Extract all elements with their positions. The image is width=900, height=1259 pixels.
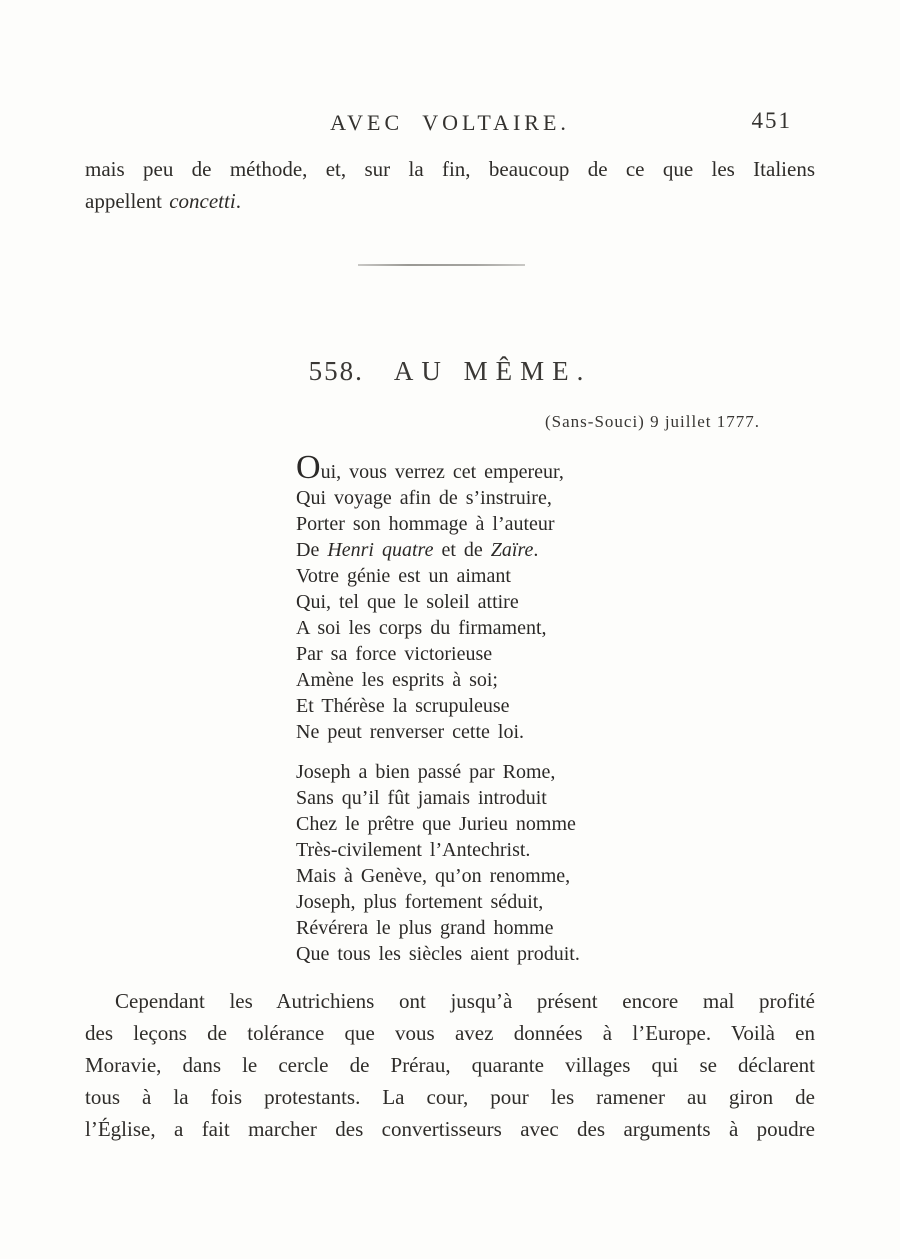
poem-line: Ne peut renverser cette loi. [296,721,525,743]
section-heading [85,356,815,387]
letter-title: AU MÊME. [393,356,592,386]
poem-line-text: De [296,539,328,561]
poem-line: Sans qu’il fût jamais introduit [296,787,547,809]
poem-line: Votre génie est un aimant [296,565,511,587]
poem-line-period: . [533,539,539,561]
poem-line: Par sa force victorieuse [296,643,493,665]
intro-paragraph [85,153,815,217]
poem-line: Qui, tel que le soleil attire [296,591,519,613]
running-title: AVEC VOLTAIRE. [330,110,570,135]
poem-line: Et Thérèse la scrupuleuse [296,695,510,717]
poem-line: Amène les esprits à soi; [296,669,498,691]
intro-line-1: mais peu de méthode, et, sur la fin, beaucoup de ce que les Italiens [85,157,815,181]
closing-line-2: des leçons de tolérance que vous avez données à l’Europe. Voilà en [85,1021,815,1045]
work-title-italic: Henri quatre [327,539,434,561]
poem-line [296,537,580,563]
intro-line-2-italic: concetti [169,189,236,213]
intro-line-2-text: appellent [85,189,170,213]
poem-line: Mais à Genève, qu’on renomme, [296,865,571,887]
intro-line-2-period: . [235,189,241,213]
poem [296,449,580,967]
poem-line: Qui voyage afin de s’instruire, [296,487,552,509]
poem-line: Joseph, plus fortement séduit, [296,891,544,913]
poem-stanza-2 [296,759,580,967]
poem-line: A soi les corps du firmament, [296,617,547,639]
intro-line-2 [85,185,815,217]
poem-line: Que tous les siècles aient produit. [296,943,580,965]
dropcap-initial: O [296,449,321,486]
poem-line: Révérera le plus grand homme [296,917,554,939]
letter-number: 558. [308,356,364,386]
poem-line: Très-civilement l’Antechrist. [296,839,531,861]
poem-line: Chez le prêtre que Jurieu nomme [296,813,576,835]
poem-line: Porter son hommage à l’auteur [296,513,555,535]
poem-line-text: et de [433,539,491,561]
poem-line [296,449,580,486]
poem-stanza-1 [296,449,580,745]
poem-line: Joseph a bien passé par Rome, [296,761,556,783]
closing-line-5: l’Église, a fait marcher des convertisseurs avec des arguments à poudre [85,1117,815,1141]
section-divider-rule [358,264,525,266]
closing-line-1: Cependant les Autrichiens ont jusqu’à présent encore mal profité [115,989,815,1013]
closing-paragraph [85,985,815,1145]
closing-line-3: Moravie, dans le cercle de Prérau, quarante villages qui se déclarent [85,1053,815,1077]
page-number: 451 [751,108,792,133]
letter-dateline: (Sans-Souci) 9 juillet 1777. [545,412,760,431]
closing-line-4: tous à la fois protestants. La cour, pour les ramener au giron de [85,1085,815,1109]
work-title-italic: Zaïre [490,539,534,561]
poem-line-text: ui, vous verrez cet empereur, [320,461,564,483]
